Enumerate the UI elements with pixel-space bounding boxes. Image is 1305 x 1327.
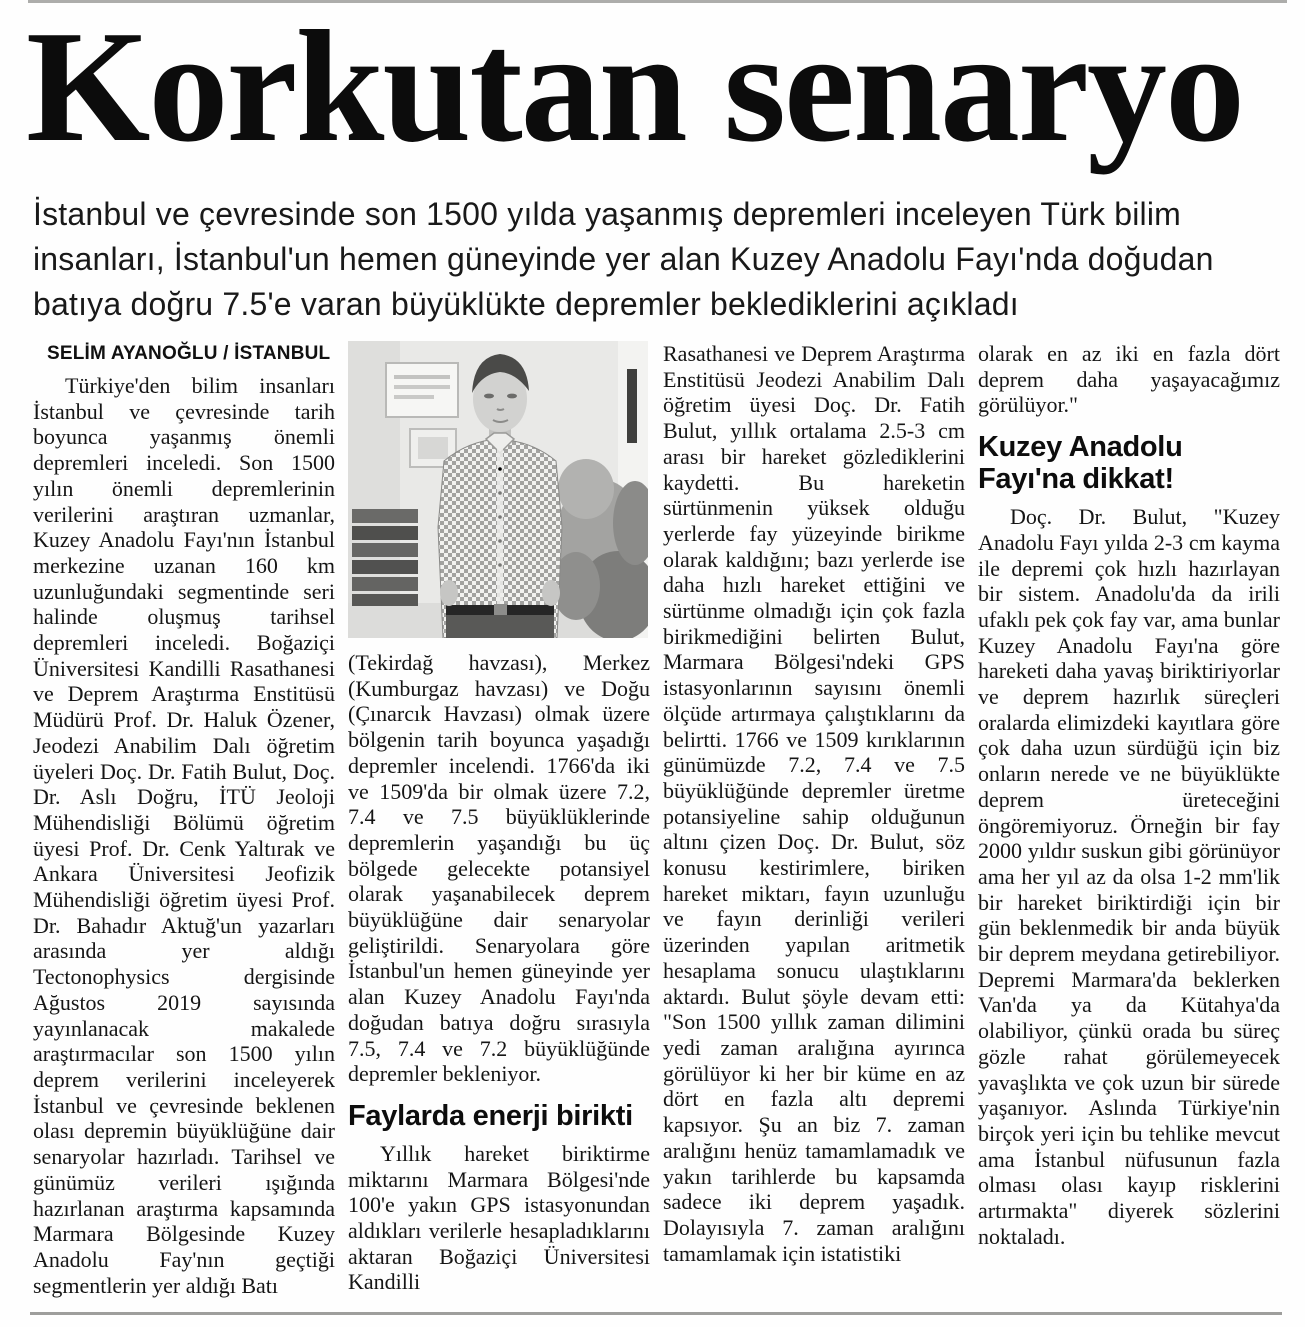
article-paragraph: olarak en az iki en fazla dört deprem daha yaşayacağımız görülüyor.": [978, 341, 1280, 418]
headline: Korkutan senaryo: [26, 0, 1243, 175]
article-paragraph: Türkiye'den bilim insanları İstanbul ve çevresinde tarih boyunca yaşanmış önemli depremleri inceledi. Son 1500 yılın önemli depremlerinin verilerini araştıran uzmanlar, Kuzey Anadolu Fayı'nın İstanbul merkezine uzanan 160 km uzunluğundaki segmentinde seri halinde oluşmuş tarihsel depremleri inceledi. Boğaziçi Üniversitesi Kandilli Rasathanesi ve Deprem Araştırma Enstitüsü Müdürü Prof. Dr. Haluk Özener, Jeodezi Anabilim Dalı öğretim üyeleri Doç. Dr. Fatih Bulut, Doç. Dr. Aslı Doğru, İTÜ Jeoloji Mühendisliği Bölümü öğretim üyesi Prof. Dr. Cenk Yaltırak ve Ankara Üniversitesi Jeofizik Mühendisliği öğretim üyesi Prof. Dr. Bahadır Aktuğ'un yazarları arasında yer aldığı Tectonophysics dergisinde Ağustos 2019 sayısında yayınlanacak makalede araştırmacılar son 1500 yılın deprem verilerini inceleyerek İstanbul ve çevresinde beklenen olası depremin büyüklüğüne dair senaryolar hazırladı. Tarihsel ve günümüz verileri ışığında hazırlanan araştırma kapsamında Marmara Bölgesinde Kuzey Anadolu Fay'nın geçtiği segmentlerin yer aldığı Batı: [33, 373, 335, 1298]
article-photo: [348, 341, 648, 638]
column-3: [663, 341, 965, 1305]
photo-illustration: [348, 341, 648, 638]
article-paragraph: Yıllık hareket biriktirme miktarını Marmara Bölgesi'nde 100'e yakın GPS istasyonundan aldıkları verilerle hesapladıklarını aktaran Boğaziçi Üniversitesi Kandilli: [348, 1140, 650, 1295]
article-columns: [33, 341, 1280, 1305]
article-paragraph: Rasathanesi ve Deprem Araştırma Enstitüsü Jeodezi Anabilim Dalı öğretim üyesi Doç. Dr. Fatih Bulut, yıllık ortalama 2.5-3 cm arası bir hareket gözlediklerini kaydetti. Bu hareketin sürtünmenin yüksek olduğu yerlerde fay yüzeyinde birikme olarak kaldığını; bazı yerlerde ise daha hızlı hareket ettiğini ve sürtünme olmadığı için çok fazla birikmediğini belirten Bulut, Marmara Bölgesi'ndeki GPS istasyonlarının sayısını önemli ölçüde artırmaya çalıştıklarını da belirtti. 1766 ve 1509 kırıklarının günümüzde 7.2, 7.4 ve 7.5 büyüklüğünde depremler üretme potansiyeline sahip olduğunun altını çizen Doç. Dr. Bulut, söz konusu kestirimlere, biriken hareket miktarı, fayın uzunluğu ve fayın derinliği verileri üzerinden yapılan aritmetik hesaplama sonucu ulaştıklarını aktardı. Bulut şöyle devam etti: "Son 1500 yıllık zaman dilimini yedi zaman aralığına ayırınca görülüyor ki her bir küme en az dört en fazla altı depremi kapsıyor. Şu an biz 7. zaman aralığını henüz tamamlamadık ve yakın tarihlerde bu kapsamda sadece iki deprem yaşadık. Dolayısıyla 7. zaman aralığını tamamlamak için istatistiki: [663, 341, 965, 1266]
article-paragraph: (Tekirdağ havzası), Merkez (Kumburgaz havzası) ve Doğu (Çınarcık Havzası) olmak üzere bölgenin tarih boyunca yaşadığı depremler incelendi. 1766'da iki ve 1509'da bir olmak üzere 7.2, 7.4 ve 7.5 büyüklüklerinde depremlerin yaşandığı bu üç bölgede gelecekte potansiyel olarak yaşanabilecek deprem büyüklüğüne dair senaryolar geliştirildi. Senaryolara göre İstanbul'un hemen güneyinde yer alan Kuzey Anadolu Fayı'nda doğudan batıya doğru sırasıyla 7.5, 7.4 ve 7.2 büyüklüğünde depremler bekleniyor.: [348, 650, 650, 1087]
section-heading-faylarda: Faylarda enerji birikti: [348, 1099, 633, 1132]
photo-foliage: [552, 459, 648, 638]
article-paragraph: Doç. Dr. Bulut, "Kuzey Anadolu Fayı yılda 2-3 cm kayma ile depremi çok hızlı hazırlayan bir sistem. Anadolu'da da irili ufaklı pek çok fay var, ama bunlar Kuzey Anadolu Fayı'na göre hareketi daha yavaş biriktiriyorlar ve deprem hazırlık süreçleri oralarda elimizdeki kayıtlara göre çok daha uzun sürdüğü için biz onların nerede ve ne büyüklükte deprem üreteceğini öngöremiyoruz. Örneğin bir fay 2000 yıldır suskun gibi görünüyor ama her yıl az da olsa 1-2 mm'lik bir hareket biriktirdiği için bir gün beklenmedik bir anda büyük bir deprem meydana getirebiliyor. Depremi Marmara'da beklerken Van'da ya da Kütahya'da olabiliyor, çünkü orada bu süreç gözle rahat görülemeyecek yavaşlıkta ve çok uzun bir sürede yaşanıyor. Aslında Türkiye'nin birçok yeri için bu tehlike mevcut ama İstanbul nüfusunun fazla olması olası kayıp risklerini artırmakta" diyerek sözlerini noktaladı.: [978, 504, 1280, 1249]
byline: SELİM AYANOĞLU / İSTANBUL: [47, 343, 331, 364]
column-4: [978, 341, 1280, 1305]
column-1: [33, 341, 335, 1305]
section-heading-kuzey-anadolu: Kuzey Anadolu Fayı'na dikkat!: [978, 431, 1183, 496]
column-2: [348, 341, 650, 1305]
subheadline: İstanbul ve çevresinde son 1500 yılda yaşanmış depremleri inceleyen Türk bilim insanları, İstanbul'un hemen güneyinde yer alan Kuzey Anadolu Fayı'nda doğudan batıya doğru 7.5'e varan büyüklükte depremler beklediklerini açıkladı: [33, 196, 1214, 322]
bottom-divider: [30, 1312, 1282, 1315]
